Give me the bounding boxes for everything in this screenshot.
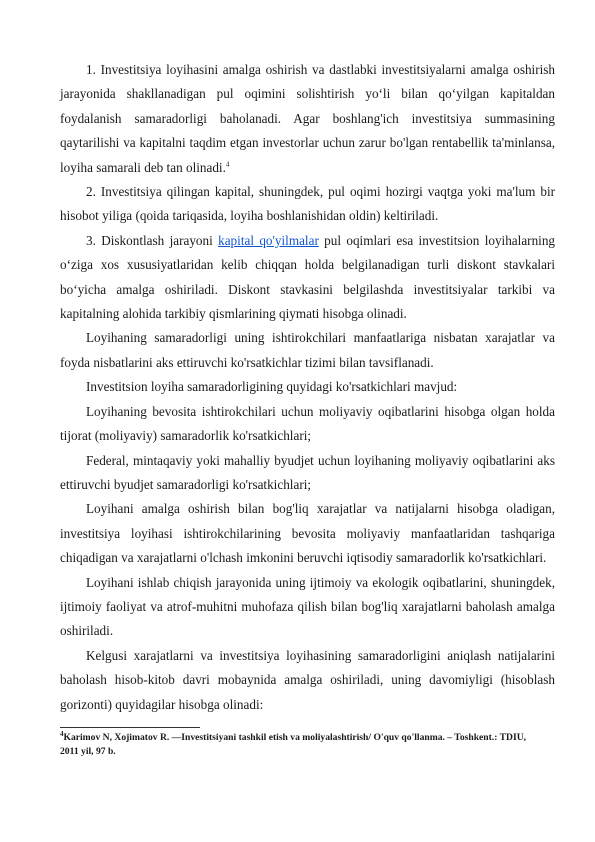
paragraph-8: Loyihani amalga oshirish bilan bog'liq xarajatlar va natijalarni hisobga oladigan, investitsiya loyihasi ishtirokchilarining bevosita moliyaviy manfaatlaridan tashqariga chiqadigan va xarajatlarni o'lchash imkonini beruvchi iqtisodiy samaradorlik ko'rsatkichlari. [60,501,555,566]
footnote-mark: 4 [60,729,64,738]
paragraph-3 [60,229,555,327]
footnote-text: Karimov N, Xojimatov R. —Investitsiyani tashkil etish va moliyalashtirish/ O'quv qo'llanma. – Toshkent.: TDIU, 2011 yil, 97 b. [60,732,527,757]
paragraph-4: Loyihaning samaradorligi uning ishtirokchilari manfaatlariga nisbatan xarajatlar va foyda nisbatlarini aks ettiruvchi ko'rsatkichlar tizimi bilan tavsiflanadi. [60,330,555,370]
paragraph-2: 2. Investitsiya qilingan kapital, shuningdek, pul oqimi hozirgi vaqtga yoki ma'lum bir hisobot yiliga (qoida tariqasida, loyiha boshlanishidan oldin) keltiriladi. [60,184,555,224]
paragraph-1 [60,58,555,180]
body-text [60,58,555,717]
paragraph-9: Loyihani ishlab chiqish jarayonida uning ijtimoiy va ekologik oqibatlarini, shuningdek, ijtimoiy faoliyat va atrof-muhitni muhofaza qilish bilan bog'liq xarajatlarni baholash amalga oshiriladi. [60,574,555,639]
paragraph-3-post: pul oqimlari esa investitsion loyihalarning o‘ziga xos xususiyatlaridan kelib chiqqan holda belgilanadigan turli diskont stavkalari bo‘yicha amalga oshiriladi. Diskont stavkasini belgilashda investitsiyalar tarkibi va kapitalning alohida tarkibiy qismlarining qiymati hisobga olinadi. [60,232,556,322]
paragraph-6: Loyihaning bevosita ishtirokchilari uchun moliyaviy oqibatlarini hisobga olgan holda tijorat (moliyaviy) samaradorlik ko'rsatkichlari; [60,403,555,444]
footnote [60,731,540,759]
paragraph-10: Kelgusi xarajatlarni va investitsiya loyihasining samaradorligini aniqlash natijalarini baholash hisob-kitob davri mobaynida amalga oshiriladi, uning davomiyligi (hisoblash gorizonti) quyidagilar hisobga olinadi: [60,647,555,712]
footnote-separator [60,727,200,728]
paragraph-3-pre: 3. Diskontlash jarayoni [86,232,219,248]
kapital-qoyilmalar-link[interactable]: kapital qo'yilmalar [218,232,319,248]
footnote-reference[interactable]: 4 [225,160,230,169]
paragraph-5: Investitsion loyiha samaradorligining quyidagi ko'rsatkichlari mavjud: [86,379,458,395]
paragraph-1-text: 1. Investitsiya loyihasini amalga oshirish va dastlabki investitsiyalarni amalga oshirish jarayonida shakllanadigan pul oqimini solishtirish yo‘li bilan qo‘yilgan kapitaldan foydalanish samaradorligi baholanadi. Agar boshlang'ich investitsiya summasining qaytarilishi va kapitalni taqdim etgan investorlar uchun zarur bo'lgan rentabellik ta'minlansa, loyiha samarali deb tan olinadi. [60,62,555,175]
paragraph-7: Federal, mintaqaviy yoki mahalliy byudjet uchun loyihaning moliyaviy oqibatlarini aks ettiruvchi byudjet samaradorligi ko'rsatkichlari; [60,452,555,492]
